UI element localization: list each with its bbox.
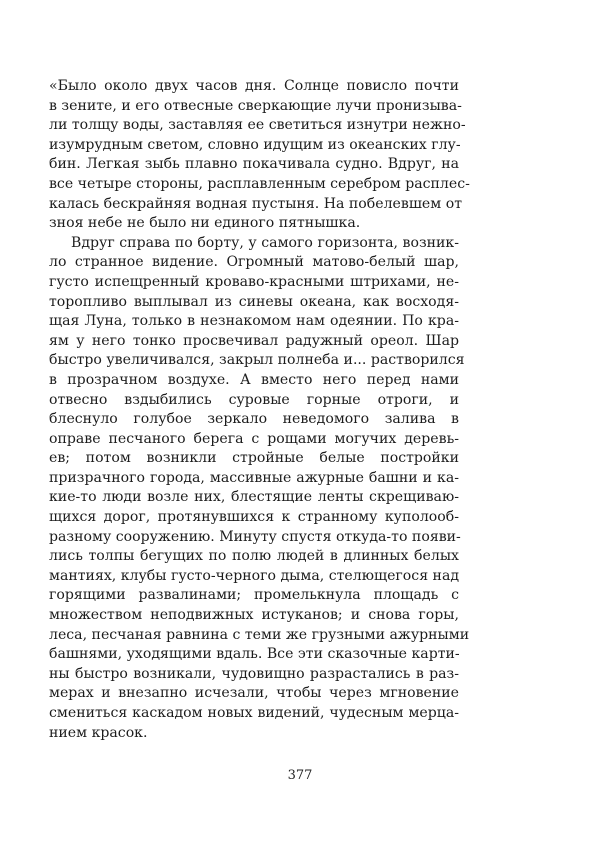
text-line: башнями, уходящими вдаль. Все эти сказочные карти- <box>49 646 460 663</box>
text-line: Вдруг справа по борту, у самого горизонта, возник- <box>71 234 459 251</box>
text-line: зноя небе не было ни единого пятнышка. <box>49 215 361 232</box>
text-line: нием красок. <box>49 724 148 741</box>
text-line: в прозрачном воздухе. А вместо него перед нами <box>49 371 459 388</box>
text-line: торопливо выплывал из синевы океана, как восходя- <box>49 293 459 310</box>
text-line: калась бескрайняя водная пустыня. На побелевшем от <box>49 195 462 212</box>
text-line: смениться каскадом новых видений, чудесным мерца- <box>49 705 459 721</box>
text-line: мерах и внезапно исчезали, чтобы через мгновение <box>49 685 459 702</box>
text-line: призрачного города, массивные ажурные башни и ка- <box>49 469 459 486</box>
text-line: ям у него тонко просвечивал радужный ореол. Шар <box>49 332 459 349</box>
text-line: горящими развалинами; промелькнула площадь с <box>49 587 459 604</box>
text-line: оправе песчаного берега с рощами могучих деревь- <box>49 430 459 447</box>
text-line: леса, песчаная равнина с теми же грузными ажурными <box>49 626 470 643</box>
text-line: «Было около двух часов дня. Солнце повисло почти <box>49 78 459 94</box>
text-line: густо испещренный кроваво-красными штрихами, не- <box>49 273 459 290</box>
text-line: все четыре стороны, расплавленным серебром расплес- <box>49 175 470 192</box>
text-line: мантиях, клубы густо-черного дыма, стелющегося над <box>49 567 460 584</box>
text-line: кие-то люди возле них, блестящие ленты скрещиваю- <box>49 489 459 506</box>
body-text <box>49 77 470 743</box>
text-line: блеснуло голубое зеркало неведомого залива в <box>49 411 459 428</box>
text-line: ли толщу воды, заставляя ее светиться изнутри нежно- <box>49 117 466 134</box>
text-line: щихся дорог, протянувшихся к странному куполооб- <box>49 509 459 526</box>
text-line: множеством неподвижных истуканов; и снова горы, <box>49 607 459 624</box>
text-line: разному сооружению. Минуту спустя откуда-то появи- <box>49 528 461 545</box>
text-line: щая Луна, только в незнакомом нам одеянии. По кра- <box>49 313 459 330</box>
text-line: отвесно вздыбились суровые горные отроги, и <box>49 391 459 408</box>
text-line: лись толпы бегущих по полю людей в длинных белых <box>49 548 459 565</box>
text-line: ны быстро возникали, чудовищно разрастались в раз- <box>49 665 459 682</box>
text-line: ло странное видение. Огромный матово-белый шар, <box>49 254 459 271</box>
text-line: ев; потом возникли стройные белые постройки <box>49 450 459 467</box>
page-number: 377 <box>287 768 313 783</box>
text-line: бин. Легкая зыбь плавно покачивала судно. Вдруг, на <box>49 156 459 173</box>
text-line: в зените, и его отвесные сверкающие лучи пронизыва- <box>49 97 462 114</box>
text-line: изумрудным светом, словно идущим из океанских глу- <box>49 136 461 153</box>
text-line: быстро увеличивался, закрыл полнеба и... растворился <box>49 352 465 369</box>
